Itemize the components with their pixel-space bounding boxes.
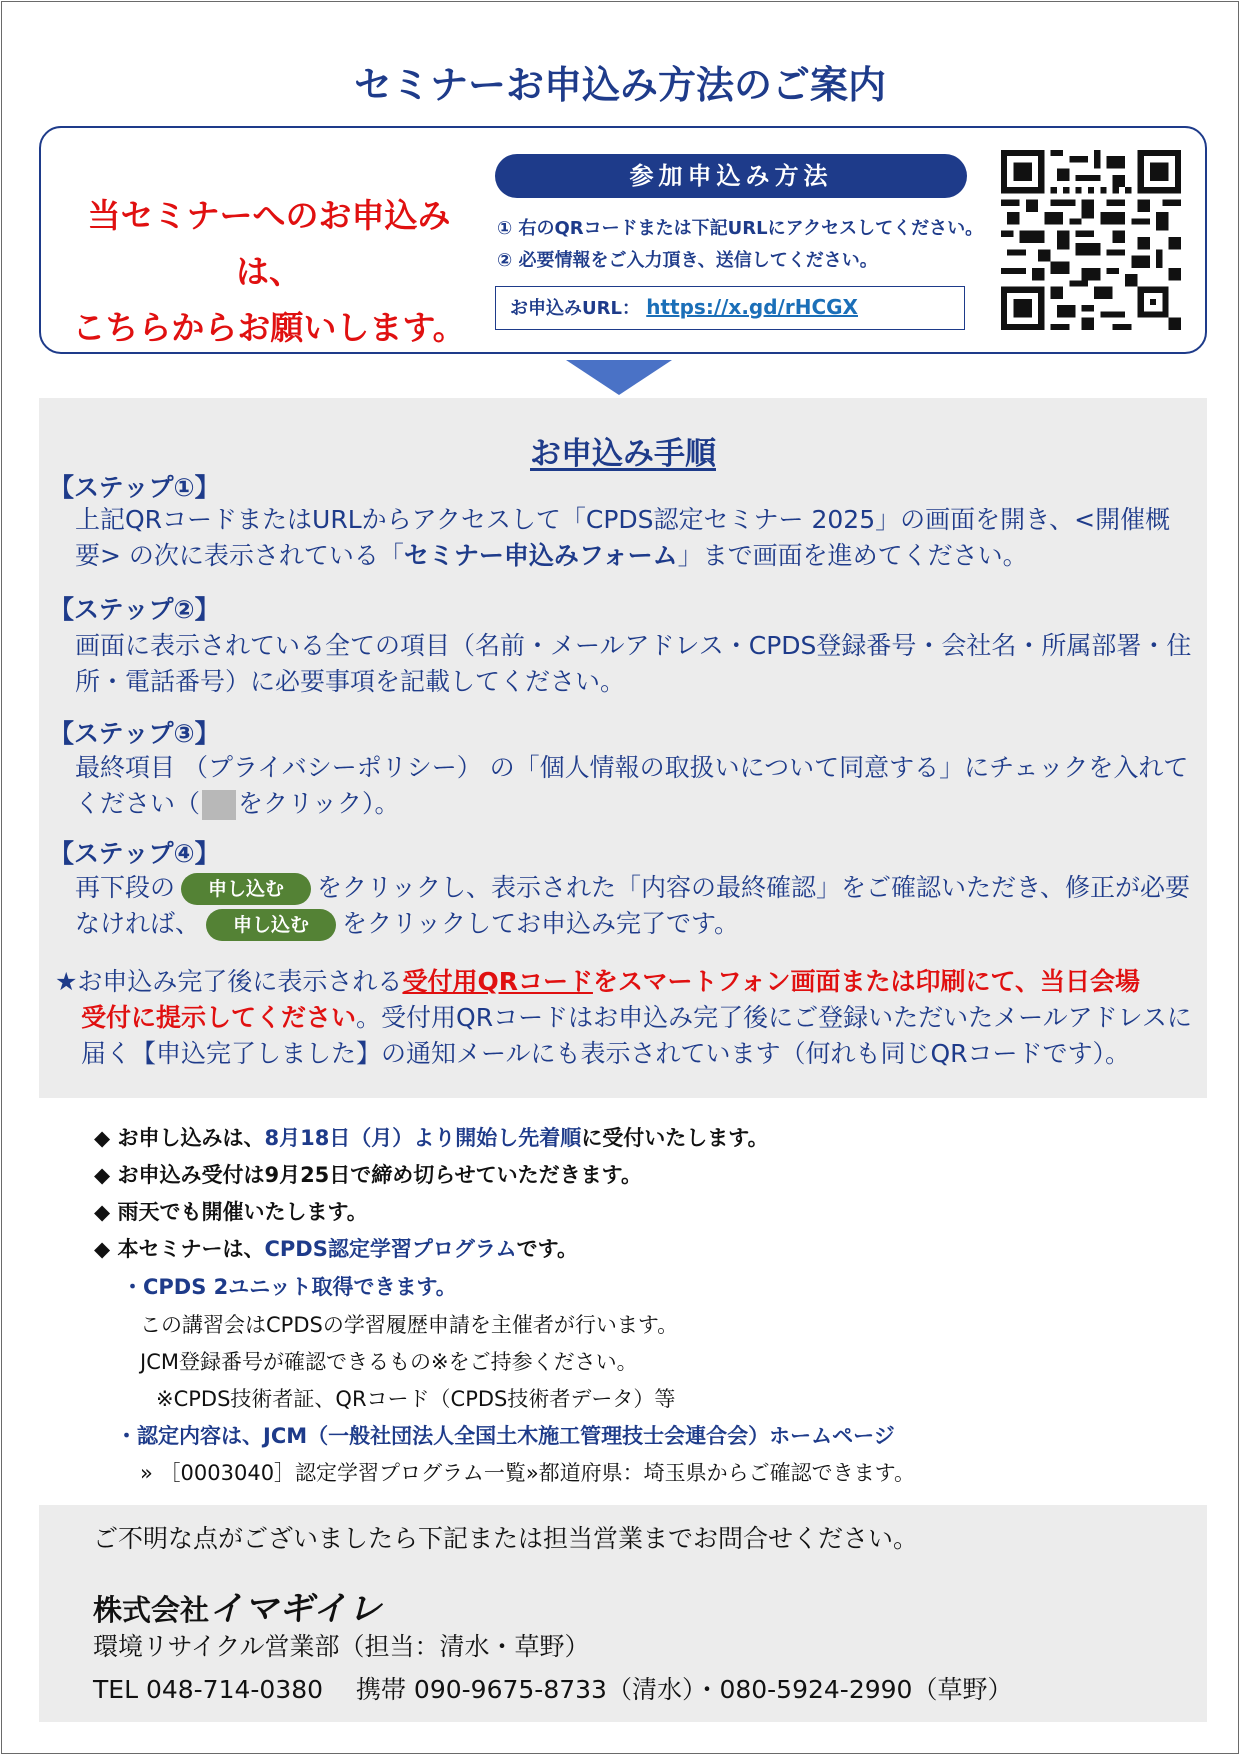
- checkbox-icon: [202, 790, 236, 820]
- bullet-rain: ◆ 雨天でも開催いたします。: [94, 1200, 368, 1224]
- notice-qr-highlight: 受付用QRコード: [402, 967, 593, 996]
- notice-text-b: 。受付用QRコードはお申込み完了後にご登録いただいたメールアドレスに: [356, 1003, 1192, 1032]
- procedure-title: お申込み手順: [530, 436, 716, 472]
- star-icon: ★: [55, 967, 78, 996]
- cpds-units: ・CPDS 2ユニット取得できます。: [122, 1275, 457, 1299]
- bullet-4-a: ◆ 本セミナーは、: [94, 1237, 265, 1261]
- lead-line-2: こちらからお願いします。: [72, 308, 466, 347]
- apply-button: 申し込む: [206, 909, 336, 941]
- step-1-text-c: 」まで画面を進めてください。: [677, 541, 1028, 570]
- bullet-start-date: [94, 1122, 769, 1152]
- step-4-heading: 【ステップ④】: [49, 839, 220, 868]
- step-4-text: [75, 870, 1195, 942]
- jcm-info: ・認定内容は、JCM（一般社団法人全国土木施工管理技士会連合会）ホームページ: [116, 1424, 895, 1448]
- notice-text-c: 届く【申込完了しました】の通知メールにも表示されています（何れも同じQRコードです）。: [81, 1039, 1131, 1068]
- notice-red-text-2: 受付に提示してください: [81, 1003, 357, 1032]
- company-name: [93, 1581, 383, 1630]
- apply-button: 申し込む: [181, 873, 311, 905]
- application-url-link[interactable]: https://x.gd/rHCGX: [646, 295, 858, 319]
- url-box: [495, 286, 965, 330]
- notice: [55, 964, 1195, 1072]
- step-2-text: 画面に表示されている全ての項目（名前・メールアドレス・CPDS登録番号・会社名・所属部署・住所・電話番号）に必要事項を記載してください。: [75, 631, 1192, 696]
- qr-code-icon[interactable]: [1001, 150, 1181, 330]
- note-jcm-number: JCM登録番号が確認できるもの※をご持参ください。: [140, 1350, 638, 1374]
- bullet-cpds: [94, 1233, 578, 1263]
- step-4-text-d: をクリックしてお申込み完了です。: [342, 909, 740, 938]
- step-3-text-b: をクリック）。: [238, 789, 400, 818]
- lead-message: [59, 188, 479, 356]
- note-documents: ※CPDS技術者証、QRコード（CPDS技術者データ）等: [156, 1387, 676, 1411]
- step-3-heading: 【ステップ③】: [49, 719, 220, 748]
- step-4-text-b: をクリックし、表示された「内容の最終確認」をご確認いただき、修正が必要: [317, 873, 1191, 902]
- step-1-text-bold: セミナー申込みフォーム: [403, 541, 678, 570]
- procedure-panel: [39, 398, 1207, 1098]
- step-1-heading: 【ステップ①】: [49, 473, 220, 502]
- step-1-text-a: 上記QRコードまたはURLからアクセスして「CPDS認定セミナー 2025」の画面を開き、<開催概要> の次に表示されている「: [75, 505, 1171, 570]
- phone-numbers: TEL 048-714-0380 携帯 090-9675-8733（清水）・080-5924-2990（草野）: [93, 1675, 1013, 1704]
- department: 環境リサイクル営業部（担当：清水・草野）: [93, 1632, 590, 1661]
- inquiry-text: ご不明な点がございましたら下記または担当営業までお問合せください。: [93, 1524, 919, 1553]
- step-4-text-c: なければ、: [75, 909, 201, 938]
- bullet-deadline: ◆ お申込み受付は9月25日で締め切らせていただきます。: [94, 1163, 642, 1187]
- method-heading: 参加申込み方法: [495, 154, 967, 198]
- bullet-4-highlight: CPDS認定学習プログラム: [264, 1237, 517, 1261]
- step-3-text: [75, 750, 1195, 822]
- bullet-1-b: に受付いたします。: [581, 1126, 769, 1150]
- jcm-path: » ［0003040］認定学習プログラム一覧»都道府県：埼玉県からご確認できます。: [140, 1461, 916, 1485]
- note-application: この講習会はCPDSの学習履歴申請を主催者が行います。: [140, 1313, 679, 1337]
- step-4-text-a: 再下段の: [75, 873, 176, 902]
- method-step-1: ① 右のQRコードまたは下記URLにアクセスしてください。: [497, 218, 984, 239]
- page-title: セミナーお申込み方法のご案内: [353, 63, 886, 107]
- contact-panel: [39, 1505, 1207, 1722]
- step-2-heading: 【ステップ②】: [49, 595, 220, 624]
- step-1-text: [75, 502, 1195, 574]
- company-prefix: 株式会社: [93, 1593, 210, 1627]
- flyer-page: [1, 1, 1239, 1754]
- lead-line-1: 当セミナーへのお申込みは、: [87, 196, 451, 291]
- application-box: [39, 126, 1207, 354]
- method-step-2: ② 必要情報をご入力頂き、送信してください。: [497, 250, 878, 271]
- bullet-1-highlight: 8月18日（月）より開始し先着順: [264, 1126, 582, 1150]
- company-brand-logo: イマギイレ: [209, 1589, 383, 1629]
- notice-text-a: お申込み完了後に表示される: [77, 967, 403, 996]
- bullet-1-a: ◆ お申し込みは、: [94, 1126, 265, 1150]
- url-label: お申込みURL：: [510, 298, 640, 319]
- step-3-text-a: 最終項目 （プライバシーポリシー） の「個人情報の取扱いについて同意する」にチェックを入れてください（: [75, 753, 1189, 818]
- notice-red-text: をスマートフォン画面または印刷にて、当日会場: [592, 967, 1140, 996]
- down-arrow-icon: [566, 360, 672, 395]
- bullet-4-b: です。: [516, 1237, 578, 1261]
